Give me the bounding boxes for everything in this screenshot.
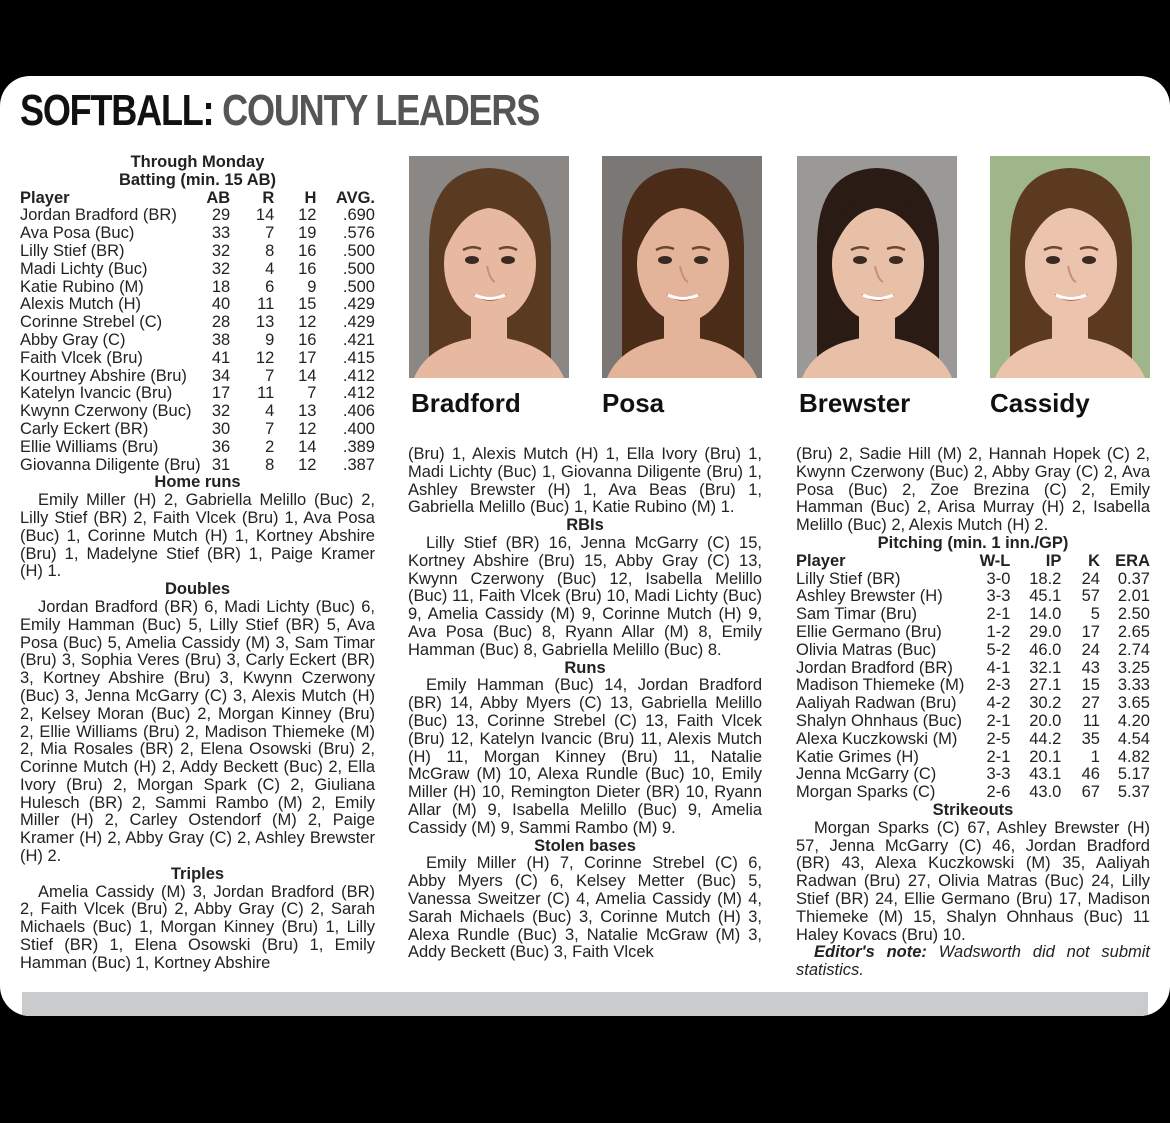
stat-cell: 0.37 [1117,569,1150,588]
stat-cell: 4 [265,259,275,278]
stat-cell: 29 [211,206,231,225]
player-name: Lilly Stief (BR) [796,569,901,588]
stat-cell: 30 [211,419,231,438]
stat-cell: 46.0 [1029,640,1062,659]
table-row [20,350,375,368]
table-row [796,677,1150,695]
player-name: Ellie Germano (Bru) [796,622,942,641]
stat-cell: 2.01 [1117,587,1150,606]
player-name: Shalyn Ohnhaus (Buc) [796,711,963,730]
player-name: Abby Gray (C) [20,330,126,349]
photo-brewster [797,156,957,378]
headline-title: COUNTY LEADERS [222,86,540,135]
stat-cell: 17 [211,384,231,403]
stat-cell: 27 [1081,694,1100,713]
stat-cell: .421 [342,330,375,349]
table-row [20,243,375,261]
stat-cell: 3-3 [986,765,1011,784]
stat-cell: .389 [342,437,375,456]
stat-cell: 20.0 [1029,711,1062,730]
stat-cell: 2-3 [986,676,1011,695]
player-name: Faith Vlcek (Bru) [20,348,143,367]
stat-cell: 31 [211,455,231,474]
stat-cell: 4.20 [1117,711,1150,730]
stat-cell: 2-1 [986,605,1011,624]
photo-caption-brewster: Brewster [799,388,911,418]
table-row [796,660,1150,678]
stat-cell: 35 [1081,729,1100,748]
stat-cell: 6 [265,277,275,296]
batting-body [20,207,375,474]
triples-heading: Triples [170,864,225,883]
stat-cell: 2-6 [986,783,1011,802]
column-middle [408,446,762,962]
stat-cell: 1 [1090,747,1100,766]
stat-cell: 5-2 [986,640,1011,659]
photo-cassidy [990,156,1150,378]
stat-cell: 7 [265,224,275,243]
stat-cell: .412 [342,366,375,385]
stat-cell: 13 [255,313,275,332]
stat-cell: 4-2 [986,694,1011,713]
table-row [796,749,1150,767]
stat-cell: 40 [211,295,231,314]
player-name: Alexa Kuczkowski (M) [796,729,958,748]
batting-heading: Batting (min. 15 AB) [118,170,277,189]
photo-bradford [409,156,569,378]
table-row [796,731,1150,749]
table-row [20,207,375,225]
table-row [20,403,375,421]
player-name: Kourtney Abshire (Bru) [20,366,187,385]
stat-cell: 67 [1081,783,1100,802]
stat-cell: 4.82 [1117,747,1150,766]
stat-cell: 43.0 [1029,783,1062,802]
player-name: Ellie Williams (Bru) [20,437,159,456]
stat-cell: 38 [211,330,231,349]
stat-cell: 14 [255,206,275,225]
player-name: Katie Rubino (M) [20,277,144,296]
pitching-col-header: ERA [1115,551,1150,570]
player-name: Jordan Bradford (BR) [796,658,953,677]
table-row [20,368,375,386]
stat-cell: 4 [265,402,275,421]
player-name: Morgan Sparks (C) [796,783,936,802]
stat-cell: 32 [211,241,231,260]
stat-cell: 13 [298,402,317,421]
stat-cell: 2-5 [986,729,1011,748]
pitching-col-header: Player [796,551,846,570]
batting-col-header: R [262,188,275,207]
batting-col-header: Player [20,188,70,207]
player-name: Aaliyah Radwan (Bru) [796,694,957,713]
stat-cell: 17 [298,348,317,367]
doubles-list: Jordan Bradford (BR) 6, Madi Lichty (Buc) 6, Emily Hamman (Buc) 5, Lilly Stief (BR) 5, Ava Posa (Buc) 5, Amelia Cassidy (M) 3, Sam Timar (Bru) 3, Sophia Veres (Bru) 3, Carly Eckert (BR) 3, Kortney Abshire (Bru) 3, Kwynn Czerwony (Buc) 3, Jenna McGarry (C) 3, Alexis Mutch (H) 2, Kelsey Moran (Buc) 2, Morgan Kinney (Bru) 2, Ellie Williams (Bru) 2, Madison Thiemeke (M) 2, Mia Rosales (BR) 2, Elena Osowski (Bru) 2, Corinne Mutch (H) 2, Addy Beckett (Buc) 2, Ella Ivory (Bru) 2, Morgan Spark (C) 2, Giuliana Hulesch (BR) 2, Sammi Rambo (M) 2, Emily Miller (H) 2, Carley Ostendorf (M) 2, Paige Kramer (H) 2, Abby Gray (C) 2, Ashley Brewster (H) 2. [20,597,375,866]
stat-cell: 15 [1081,676,1100,695]
pitching-table [796,553,1150,802]
stat-cell: 32.1 [1029,658,1062,677]
stat-cell: .406 [342,402,375,421]
stat-cell: 14 [298,366,317,385]
stat-cell: 11 [257,384,275,403]
stat-cell: 1-2 [986,622,1011,641]
table-row [20,439,375,457]
table-row [20,296,375,314]
table-row [20,332,375,350]
editors-note [796,944,1150,980]
stat-cell: 2.65 [1117,622,1150,641]
triples-list-continued: (Bru) 1, Alexis Mutch (H) 1, Ella Ivory (Bru) 1, Madi Lichty (Buc) 1, Giovanna Diligente (Bru) 1, Ashley Brewster (H) 1, Ava Beas (Bru) 1, Gabriella Melillo (Buc) 1, Katie Rubino (M) 1. [408,445,762,517]
batting-col-header: AB [206,188,231,207]
stat-cell: .400 [342,419,375,438]
stat-cell: 34 [211,366,231,385]
stat-cell: 12 [298,419,317,438]
stat-cell: .576 [342,224,375,243]
table-row [20,261,375,279]
stat-cell: 41 [211,348,231,367]
player-name: Kwynn Czerwony (Buc) [20,402,192,421]
stat-cell: 5 [1090,605,1100,624]
stat-cell: 5.17 [1117,765,1150,784]
player-name: Jenna McGarry (C) [796,765,937,784]
stat-cell: .387 [342,455,375,474]
player-name: Carly Eckert (BR) [20,419,149,438]
stat-cell: 46 [1081,765,1100,784]
photo-posa [602,156,762,378]
batting-col-header: AVG. [335,188,375,207]
table-row [796,713,1150,731]
stat-cell: 30.2 [1029,694,1062,713]
pitching-col-header: IP [1045,551,1062,570]
stat-cell: 2.74 [1117,640,1150,659]
stat-cell: 18 [211,277,231,296]
stat-cell: 7 [265,366,275,385]
stat-cell: 11 [257,295,275,314]
pitching-col-header: W-L [979,551,1011,570]
stat-cell: 36 [211,437,231,456]
pitching-header-row [796,553,1150,571]
stat-cell: 12 [298,206,317,225]
editors-note-label: Editor's note: [814,943,927,962]
table-row [796,606,1150,624]
stat-cell: 12 [255,348,275,367]
player-name: Corinne Strebel (C) [20,313,163,332]
table-row [20,385,375,403]
stat-cell: 18.2 [1029,569,1062,588]
pitching-heading: Pitching (min. 1 inn./GP) [877,533,1069,552]
player-name: Sam Timar (Bru) [796,605,918,624]
stat-cell: .500 [342,259,375,278]
stat-cell: 14 [298,437,317,456]
stat-cell: 28 [211,313,231,332]
rbis-list: Lilly Stief (BR) 16, Jenna McGarry (C) 15, Kortney Abshire (Bru) 15, Abby Gray (C) 13, Kwynn Czerwony (Buc) 12, Isabella Melillo (Buc) 11, Faith Vlcek (Bru) 10, Madi Lichty (Buc) 9, Amelia Cassidy (M) 9, Corinne Mutch (H) 9, Ava Posa (Buc) 8, Ryann Allar (M) 8, Emily Hamman (Buc) 8, Gabriella Melillo (Buc) 8. [408,533,762,659]
stat-cell: 20.1 [1029,747,1062,766]
stat-cell: 9 [265,330,275,349]
stat-cell: 8 [265,241,275,260]
batting-col-header: H [304,188,317,207]
stat-cell: 3.65 [1117,694,1150,713]
stolen-bases-heading: Stolen bases [534,836,636,855]
headline [20,86,539,136]
table-row [20,225,375,243]
stat-cell: 44.2 [1029,729,1062,748]
stat-cell: 16 [298,330,317,349]
stat-cell: 14.0 [1029,605,1062,624]
stat-cell: 3-0 [986,569,1011,588]
stat-cell: 16 [298,241,317,260]
strikeouts-heading: Strikeouts [932,800,1014,819]
table-row [796,624,1150,642]
table-row [796,766,1150,784]
pitching-col-header: K [1088,551,1100,570]
player-name: Katie Grimes (H) [796,747,919,766]
player-name: Lilly Stief (BR) [20,241,125,260]
stat-cell: 32 [211,259,231,278]
home-runs-list: Emily Miller (H) 2, Gabriella Melillo (Buc) 2, Lilly Stief (BR) 2, Faith Vlcek (Bru) 1, Ava Posa (Buc) 1, Corinne Mutch (H) 1, Kortney Abshire (Bru) 1, Madelyne Stief (BR) 1, Paige Kramer (H) 1. [20,491,375,581]
stat-cell: .690 [342,206,375,225]
stat-cell: 9 [307,277,317,296]
player-name: Madi Lichty (Buc) [20,259,148,278]
player-name: Ava Posa (Buc) [20,224,135,243]
stat-cell: 24 [1081,640,1100,659]
stat-cell: .500 [342,277,375,296]
player-name: Katelyn Ivancic (Bru) [20,384,173,403]
stolen-bases-list: Emily Miller (H) 7, Corinne Strebel (C) 6, Abby Myers (C) 6, Kelsey Metter (Buc) 5, Vanessa Sweitzer (C) 4, Amelia Cassidy (M) 4, Sarah Michaels (Buc) 3, Corinne Mutch (H) 3, Alexa Rundle (Buc) 3, Natalie McGraw (M) 3, Addy Beckett (Buc) 3, Faith Vlcek [408,854,762,962]
stat-cell: .415 [342,348,375,367]
headline-sport: SOFTBALL: [20,86,214,135]
stat-cell: 2-1 [986,747,1011,766]
table-row [20,314,375,332]
article-card [0,76,1170,1016]
stat-cell: 4.54 [1117,729,1150,748]
stat-cell: 4-1 [986,658,1011,677]
table-row [796,571,1150,589]
batting-header-row [20,190,375,208]
stat-cell: 3.25 [1117,658,1150,677]
stat-cell: 29.0 [1029,622,1062,641]
stat-cell: 24 [1081,569,1100,588]
stat-cell: 15 [298,295,317,314]
through-date: Through Monday [130,153,265,171]
stat-cell: .412 [342,384,375,403]
stat-cell: 2 [265,437,275,456]
runs-list: Emily Hamman (Buc) 14, Jordan Bradford (BR) 14, Abby Myers (C) 13, Gabriella Melillo (Buc) 13, Corinne Strebel (C) 13, Faith Vlcek (Bru) 12, Katelyn Ivancic (Bru) 11, Alexis Mutch (H) 11, Morgan Kinney (Bru) 11, Natalie McGraw (M) 10, Alexa Rundle (Buc) 10, Emily Miller (H) 10, Remington Dieter (BR) 10, Ryann Allar (M) 9, Isabella Melillo (Buc) 9, Amelia Cassidy (M) 9, Sammi Rambo (M) 9. [408,676,762,837]
table-row [796,784,1150,802]
stat-cell: 7 [307,384,317,403]
stat-cell: 12 [298,455,317,474]
stat-cell: 2.50 [1117,605,1150,624]
stat-cell: 43.1 [1029,765,1062,784]
stolen-bases-list-continued: (Bru) 2, Sadie Hill (M) 2, Hannah Hopek (C) 2, Kwynn Czerwony (Buc) 2, Abby Gray (C) 2, Ava Posa (Buc) 2, Zoe Brezina (C) 2, Emily Hamman (Buc) 2, Arisa Murray (H) 2, Isabella Melillo (Buc) 2, Alexis Mutch (H) 2. [796,445,1150,535]
stat-cell: .429 [342,313,375,332]
column-pitching [796,446,1150,980]
table-row [20,421,375,439]
stat-cell: 12 [298,313,317,332]
runs-heading: Runs [564,658,606,677]
player-name: Alexis Mutch (H) [20,295,142,314]
stat-cell: 57 [1081,587,1100,606]
editors-note-text: Wadsworth did not submit statistics. [796,943,1151,980]
pitching-body [796,571,1150,802]
rbis-heading: RBIs [566,516,604,535]
doubles-heading: Doubles [164,580,231,599]
stat-cell: 27.1 [1029,676,1062,695]
stat-cell: 8 [265,455,275,474]
stat-cell: 33 [211,224,231,243]
player-name: Ashley Brewster (H) [796,587,943,606]
home-runs-heading: Home runs [154,473,241,492]
table-row [20,279,375,297]
stat-cell: 7 [265,419,275,438]
batting-table [20,190,375,475]
player-name: Jordan Bradford (BR) [20,206,177,225]
table-row [20,457,375,475]
stat-cell: .500 [342,241,375,260]
player-name: Madison Thiemeke (M) [796,676,965,695]
player-name: Olivia Matras (Buc) [796,640,937,659]
strikeouts-list: Morgan Sparks (C) 67, Ashley Brewster (H) 57, Jenna McGarry (C) 46, Jordan Bradford (BR) 43, Alexa Kuczkowski (M) 35, Aaliyah Radwan (Bru) 27, Olivia Matras (Buc) 24, Lilly Stief (BR) 24, Ellie Germano (Bru) 17, Madison Thiemeke (M) 15, Shalyn Ohnhaus (Buc) 11 Haley Kovacs (Bru) 10. [796,818,1150,944]
footer-bar [22,992,1148,1016]
stat-cell: 45.1 [1029,587,1062,606]
stat-cell: 32 [211,402,231,421]
stat-cell: 43 [1081,658,1100,677]
stat-cell: 19 [298,224,317,243]
stat-cell: 17 [1081,622,1100,641]
photo-caption-bradford: Bradford [411,388,521,418]
player-name: Giovanna Diligente (Bru) [20,455,201,474]
stat-cell: 3-3 [986,587,1011,606]
photo-caption-posa: Posa [602,388,665,418]
table-row [796,588,1150,606]
photo-caption-cassidy: Cassidy [990,388,1090,418]
stat-cell: .429 [342,295,375,314]
stat-cell: 3.33 [1117,676,1150,695]
column-batting [20,154,375,973]
stat-cell: 16 [298,259,317,278]
table-row [796,642,1150,660]
stat-cell: 11 [1082,711,1100,730]
table-row [796,695,1150,713]
stat-cell: 2-1 [986,711,1011,730]
triples-list: Amelia Cassidy (M) 3, Jordan Bradford (BR) 2, Faith Vlcek (Bru) 2, Abby Gray (C) 2, Sarah Michaels (Buc) 1, Morgan Kinney (Bru) 1, Lilly Stief (BR) 1, Elena Osowski (Bru) 1, Emily Hamman (Buc) 1, Kortney Abshire [20,882,375,972]
stat-cell: 5.37 [1117,783,1150,802]
